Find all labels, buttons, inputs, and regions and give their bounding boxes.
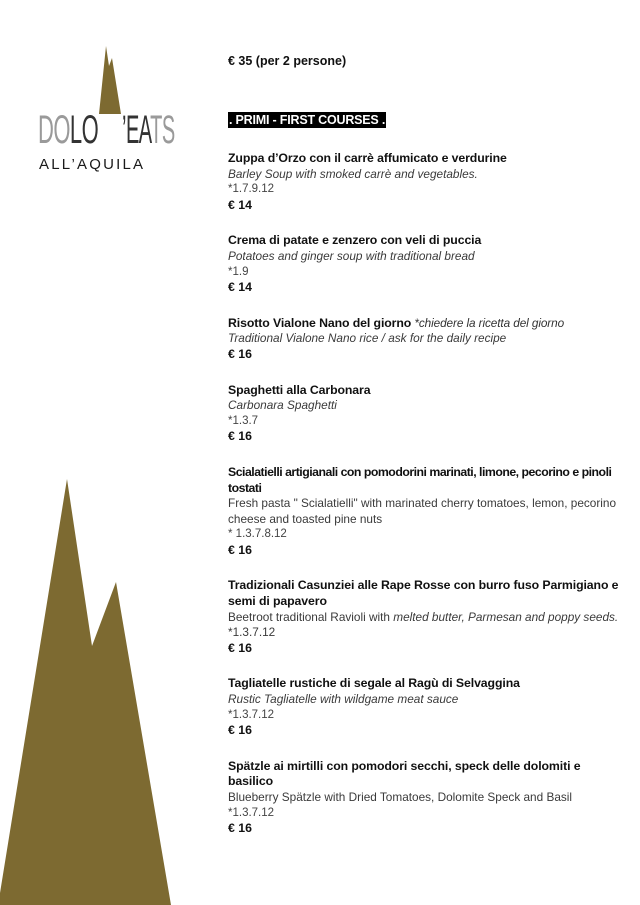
dish-name: Zuppa d’Orzo con il carrè affumicato e verdurine [228,151,507,165]
dish-description: Barley Soup with smoked carrè and vegetables. [228,166,478,181]
set-menu-price: € 35 (per 2 persone) [228,54,347,68]
dish-allergens: *1.7.9.12 [228,183,275,196]
dish-description: Rustic Tagliatelle with wildgame meat sauce [228,692,459,707]
dish-allergens: *1.3.7.12 [228,806,275,819]
dish-description: Beetroot traditional Ravioli with melted butter, Parmesan and poppy seeds. *1.3.7.12 [228,609,619,640]
logo-mountain-icon [95,44,123,114]
logo-word-eats: ’EATS [122,108,175,152]
dish-allergens: *1.3.7.12 [228,625,276,640]
dish-item [228,151,628,213]
dish-allergens: *1.3.7 [228,414,259,427]
dish-item [228,759,628,837]
menu-content [228,52,628,857]
dish-item [228,316,628,363]
dish-allergens: *1.3.7.12 [228,708,275,721]
dish-price: € 16 [228,640,252,655]
section-title: . PRIMI - FIRST COURSES . [229,113,386,127]
dish-name: Risotto Vialone Nano del giorno *chiedere la ricetta del giorno [228,315,565,330]
dish-name: Tagliatelle rustiche di segale al Ragù di Selvaggina [228,676,520,691]
dish-price: € 16 [228,346,252,361]
dish-description: Traditional Vialone Nano rice / ask for the daily recipe [228,331,507,346]
dish-item [228,465,628,559]
dish-price: € 16 [228,542,252,557]
dish-name: Tradizionali Casunziei alle Rape Rosse con burro fuso Parmigiano e semi di papavero [228,578,619,609]
dish-price: € 16 [228,429,252,444]
logo-word-dolo: DOLO [38,108,99,152]
dish-price: € 14 [228,280,252,295]
dish-price: € 16 [228,723,252,738]
dish-price: € 16 [228,821,252,836]
dish-allergens: * 1.3.7.8.12 [228,528,287,541]
dish-item [228,676,628,738]
dish-list [228,151,628,837]
dish-description: Carbonara Spaghetti [228,398,337,413]
dish-price: € 14 [228,197,252,212]
dish-name: Scialatielli artigianali con pomodorini marinati, limone, pecorino e pinoli tostati [228,464,612,495]
dish-name: Spätzle ai mirtilli con pomodori secchi, speck delle dolomiti e basilico [228,758,581,789]
dish-description: Fresh pasta " Scialatielli" with marinated cherry tomatoes, lemon, pecorino cheese and toasted pine nuts [228,496,617,526]
dish-name: Crema di patate e zenzero con veli di puccia [228,233,482,248]
dish-item [228,578,628,656]
dish-item [228,383,628,445]
dish-description: Potatoes and ginger soup with traditional bread [228,248,475,263]
dish-description: Blueberry Spätzle with Dried Tomatoes, Dolomite Speck and Basil [228,790,573,804]
dish-item [228,233,628,295]
logo-subtitle: ALL’AQUILA [39,156,146,173]
restaurant-logo [38,42,175,173]
dish-allergens: *1.9 [228,265,249,278]
dish-name-note: *chiedere la ricetta del giorno [411,315,565,330]
dish-name: Spaghetti alla Carbonara [228,382,371,397]
